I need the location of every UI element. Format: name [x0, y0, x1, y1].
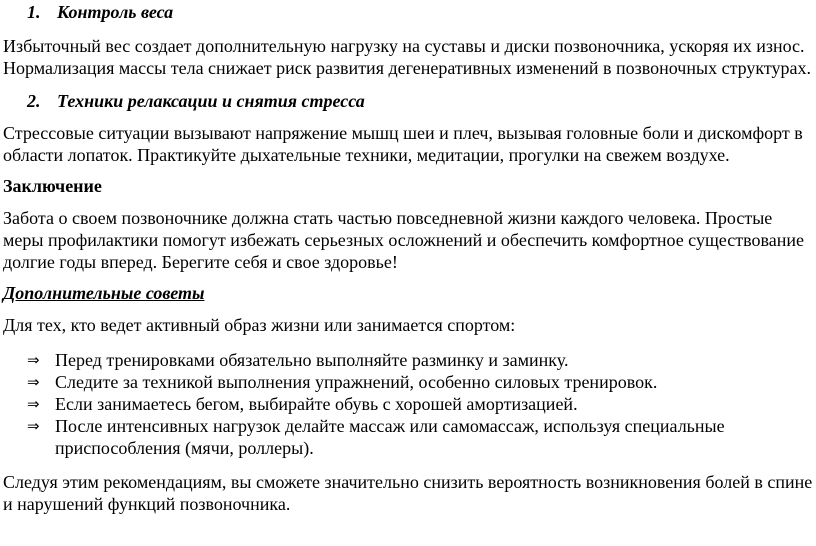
- implies-arrow-icon: ⇒: [27, 351, 40, 369]
- implies-arrow-icon: ⇒: [27, 373, 40, 391]
- section-heading-relax: [3, 90, 813, 112]
- tips-intro: Для тех, кто ведет активный образ жизни или занимается спортом:: [3, 315, 516, 335]
- implies-arrow-icon: ⇒: [27, 417, 40, 435]
- tips-heading: Дополнительные советы: [3, 283, 205, 303]
- tips-list: [3, 349, 813, 459]
- list-item-text: Следите за техникой выполнения упражнений, особенно силовых тренировок.: [55, 372, 658, 392]
- list-item: [3, 371, 813, 393]
- section-number: 2.: [27, 91, 41, 111]
- section-number: 1.: [27, 2, 41, 22]
- paragraph-weight: Избыточный вес создает дополнительную нагрузку на суставы и диски позвоночника, ускоряя их износ. Нормализация массы тела снижает риск развития дегенеративных изменений в позвоночных структурах.: [3, 36, 812, 78]
- list-item-text: После интенсивных нагрузок делайте массаж или самомассаж, используя специальные приспособления (мячи, роллеры).: [55, 416, 725, 458]
- closing-paragraph: Следуя этим рекомендациям, вы сможете значительно снизить вероятность возникновения болей в спине и нарушений функций позвоночника.: [3, 472, 813, 514]
- list-item: [3, 349, 813, 371]
- conclusion-heading: Заключение: [3, 176, 102, 196]
- section-title: Контроль веса: [57, 2, 174, 22]
- section-title: Техники релаксации и снятия стресса: [57, 91, 365, 111]
- paragraph-relax: Стрессовые ситуации вызывают напряжение мышц шеи и плеч, вызывая головные боли и дискомфорт в области лопаток. Практикуйте дыхательные техники, медитации, прогулки на свежем воздухе.: [3, 123, 803, 165]
- document-body: [3, 0, 813, 515]
- list-item-text: Если занимаетесь бегом, выбирайте обувь с хорошей амортизацией.: [55, 394, 578, 414]
- list-item: [3, 415, 813, 459]
- section-heading-weight: [3, 1, 813, 23]
- paragraph-conclusion: Забота о своем позвоночнике должна стать частью повседневной жизни каждого человека. Простые меры профилактики помогут избежать серьезных осложнений и обеспечить комфортное существование долгие годы вперед. Берегите себя и свое здоровье!: [3, 208, 804, 272]
- implies-arrow-icon: ⇒: [27, 395, 40, 413]
- list-item-text: Перед тренировками обязательно выполняйте разминку и заминку.: [55, 350, 569, 370]
- list-item: [3, 393, 813, 415]
